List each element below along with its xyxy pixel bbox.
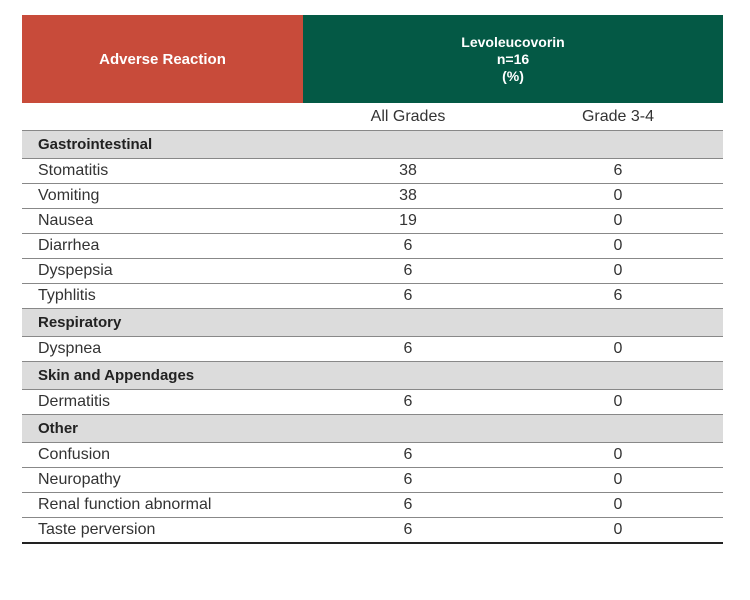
cell-all-grades: 6	[403, 287, 413, 304]
cell-all-grades: 6	[403, 262, 413, 279]
table-header	[22, 15, 723, 103]
column-all-grades: All Grades	[370, 107, 446, 125]
table-row	[22, 468, 723, 493]
row-label: Renal function abnormal	[38, 496, 212, 513]
table-row	[22, 518, 723, 544]
cell-grade-3-4: 0	[613, 496, 623, 513]
cell-grade-3-4: 0	[613, 521, 623, 538]
section-header	[22, 415, 723, 443]
section-name: Gastrointestinal	[38, 136, 153, 153]
header-sample-size: n=16	[496, 50, 530, 67]
row-label: Neuropathy	[38, 471, 121, 488]
header-unit: (%)	[502, 67, 524, 84]
cell-grade-3-4: 0	[613, 446, 623, 463]
cell-grade-3-4: 0	[613, 212, 623, 229]
cell-grade-3-4: 0	[613, 471, 623, 488]
table-row	[22, 209, 723, 234]
section-name: Other	[38, 420, 79, 437]
column-subheader	[22, 103, 723, 131]
section-header	[22, 309, 723, 337]
cell-all-grades: 6	[403, 496, 413, 513]
cell-grade-3-4: 0	[613, 340, 623, 357]
table-row	[22, 284, 723, 309]
section-header	[22, 131, 723, 159]
cell-grade-3-4: 6	[613, 287, 623, 304]
cell-all-grades: 6	[403, 393, 413, 410]
adverse-reaction-table	[22, 15, 723, 544]
table-row	[22, 184, 723, 209]
cell-all-grades: 19	[399, 212, 417, 229]
row-label: Nausea	[38, 212, 94, 229]
table-row	[22, 443, 723, 468]
cell-all-grades: 38	[399, 162, 417, 179]
table-row	[22, 493, 723, 518]
column-grade-3-4: Grade 3-4	[581, 107, 655, 125]
cell-all-grades: 6	[403, 471, 413, 488]
row-label: Confusion	[38, 446, 111, 463]
table-row	[22, 390, 723, 415]
row-label: Stomatitis	[38, 162, 109, 179]
row-label: Dyspepsia	[38, 262, 113, 279]
cell-all-grades: 6	[403, 340, 413, 357]
cell-all-grades: 38	[399, 187, 417, 204]
header-drug-name: Levoleucovorin	[461, 33, 565, 50]
table-row	[22, 234, 723, 259]
cell-all-grades: 6	[403, 446, 413, 463]
section-header	[22, 362, 723, 390]
cell-all-grades: 6	[403, 237, 413, 254]
row-label: Vomiting	[38, 187, 100, 204]
header-adverse-reaction: Adverse Reaction	[22, 15, 303, 103]
cell-grade-3-4: 0	[613, 237, 623, 254]
table-row	[22, 259, 723, 284]
row-label: Dyspnea	[38, 340, 102, 357]
cell-all-grades: 6	[403, 521, 413, 538]
cell-grade-3-4: 0	[613, 262, 623, 279]
cell-grade-3-4: 0	[613, 393, 623, 410]
cell-grade-3-4: 6	[613, 162, 623, 179]
row-label: Typhlitis	[38, 287, 96, 304]
section-name: Skin and Appendages	[38, 367, 195, 384]
header-levoleucovorin	[303, 15, 723, 103]
row-label: Taste perversion	[38, 521, 156, 538]
cell-grade-3-4: 0	[613, 187, 623, 204]
row-label: Diarrhea	[38, 237, 100, 254]
row-label: Dermatitis	[38, 393, 111, 410]
section-name: Respiratory	[38, 314, 122, 331]
table-row	[22, 337, 723, 362]
table-row	[22, 159, 723, 184]
